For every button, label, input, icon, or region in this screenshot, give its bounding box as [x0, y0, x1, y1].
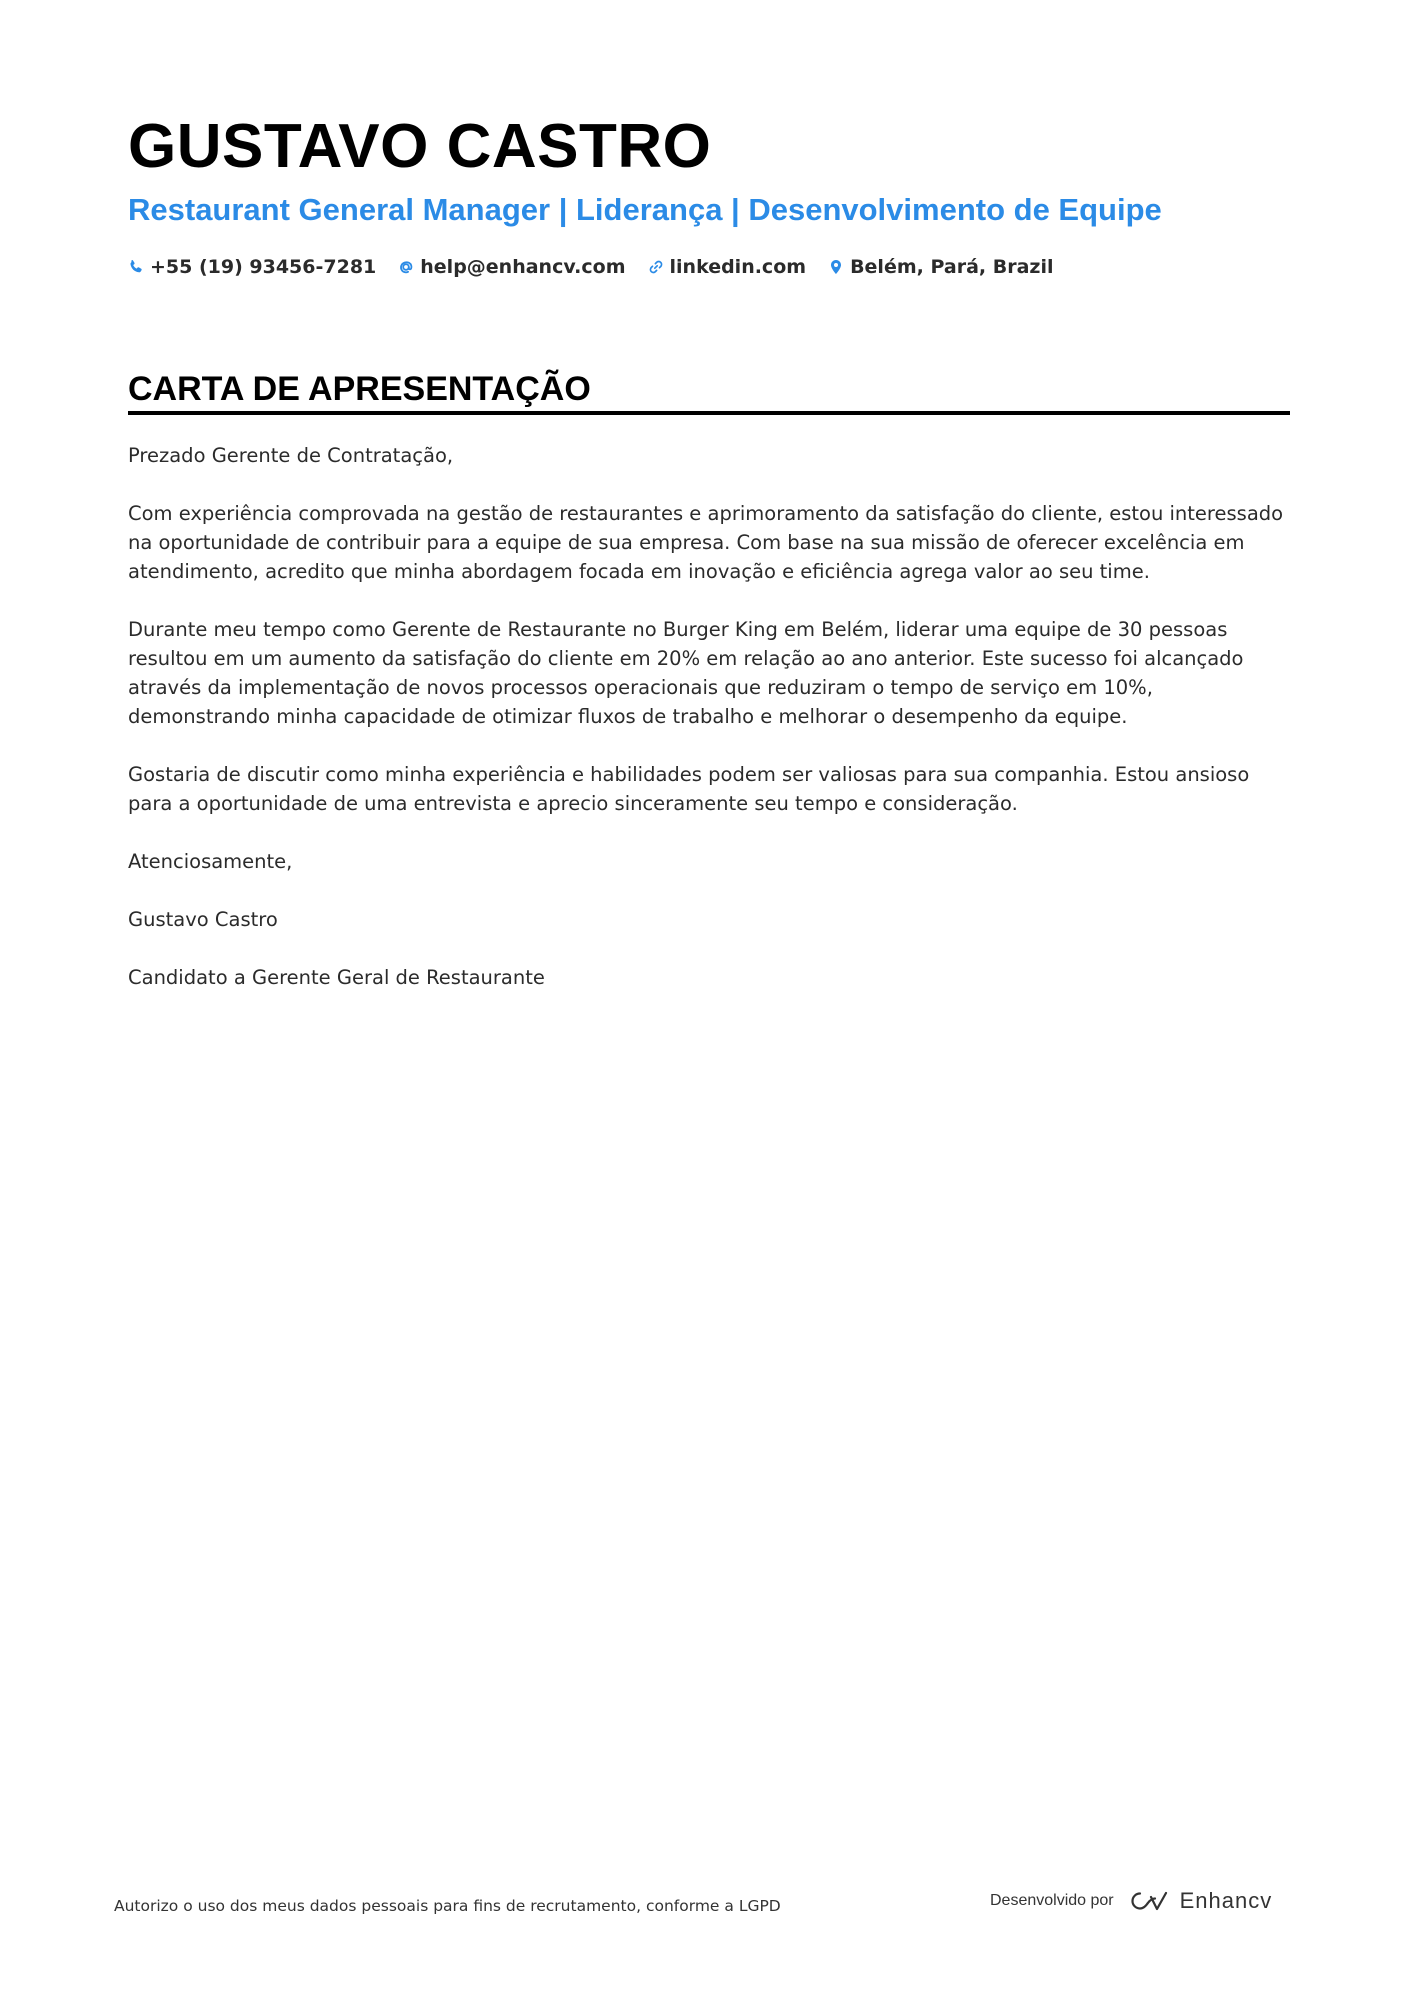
link-icon — [648, 258, 664, 276]
letter-body — [128, 441, 1290, 1021]
location-pin-icon — [828, 258, 844, 276]
section-divider — [128, 411, 1290, 415]
at-icon — [398, 258, 414, 276]
letter-paragraph: Com experiência comprovada na gestão de restaurantes e aprimoramento da satisfação do cliente, estou interessado na oportunidade de contribuir para a equipe de sua empresa. Com base na sua missão de oferecer excelência em atendimento, acredito que minha abordagem focada em inovação e eficiência agrega valor ao seu time. — [128, 502, 1284, 583]
contact-phone — [128, 255, 376, 279]
letter-closing: Atenciosamente, — [128, 850, 293, 873]
contact-location — [828, 255, 1053, 279]
signature-name: Gustavo Castro — [128, 908, 278, 931]
section-title: CARTA DE APRESENTAÇÃO — [128, 370, 591, 408]
powered-by[interactable] — [990, 1888, 1272, 1914]
candidate-headline: Restaurant General Manager | Liderança | Desenvolvimento de Equipe — [128, 192, 1162, 227]
brand-logo[interactable] — [1126, 1888, 1273, 1914]
consent-notice: Autorizo o uso dos meus dados pessoais para fins de recrutamento, conforme a LGPD — [114, 1897, 781, 1915]
letter-paragraph: Gostaria de discutir como minha experiência e habilidades podem ser valiosas para sua companhia. Estou ansioso para a oportunidade de uma entrevista e aprecio sinceramente seu tempo e consideração. — [128, 763, 1250, 815]
letter-greeting: Prezado Gerente de Contratação, — [128, 444, 454, 467]
contact-email[interactable] — [398, 255, 625, 279]
phone-number: +55 (19) 93456-7281 — [150, 256, 377, 278]
location-text: Belém, Pará, Brazil — [850, 256, 1054, 278]
signature-title: Candidato a Gerente Geral de Restaurante — [128, 966, 545, 989]
contact-bar — [128, 255, 1053, 279]
candidate-name: GUSTAVO CASTRO — [128, 112, 712, 181]
linkedin-link[interactable]: linkedin.com — [669, 256, 807, 278]
letter-paragraph: Durante meu tempo como Gerente de Restaurante no Burger King em Belém, liderar uma equipe de 30 pessoas resultou em um aumento da satisfação do cliente em 20% em relação ao ano anterior. Este sucesso foi alcançado através da implementação de novos processos operacionais que reduziram o tempo de serviço em 10%, demonstrando minha capacidade de otimizar fluxos de trabalho e melhorar o desempenho da equipe. — [128, 618, 1244, 728]
phone-icon — [128, 258, 144, 276]
contact-linkedin[interactable] — [648, 255, 807, 279]
powered-by-label: Desenvolvido por — [990, 1892, 1114, 1909]
email-address[interactable]: help@enhancv.com — [420, 256, 626, 278]
brand-name: Enhancv — [1179, 1888, 1273, 1913]
enhancv-logo-icon — [1126, 1888, 1172, 1914]
